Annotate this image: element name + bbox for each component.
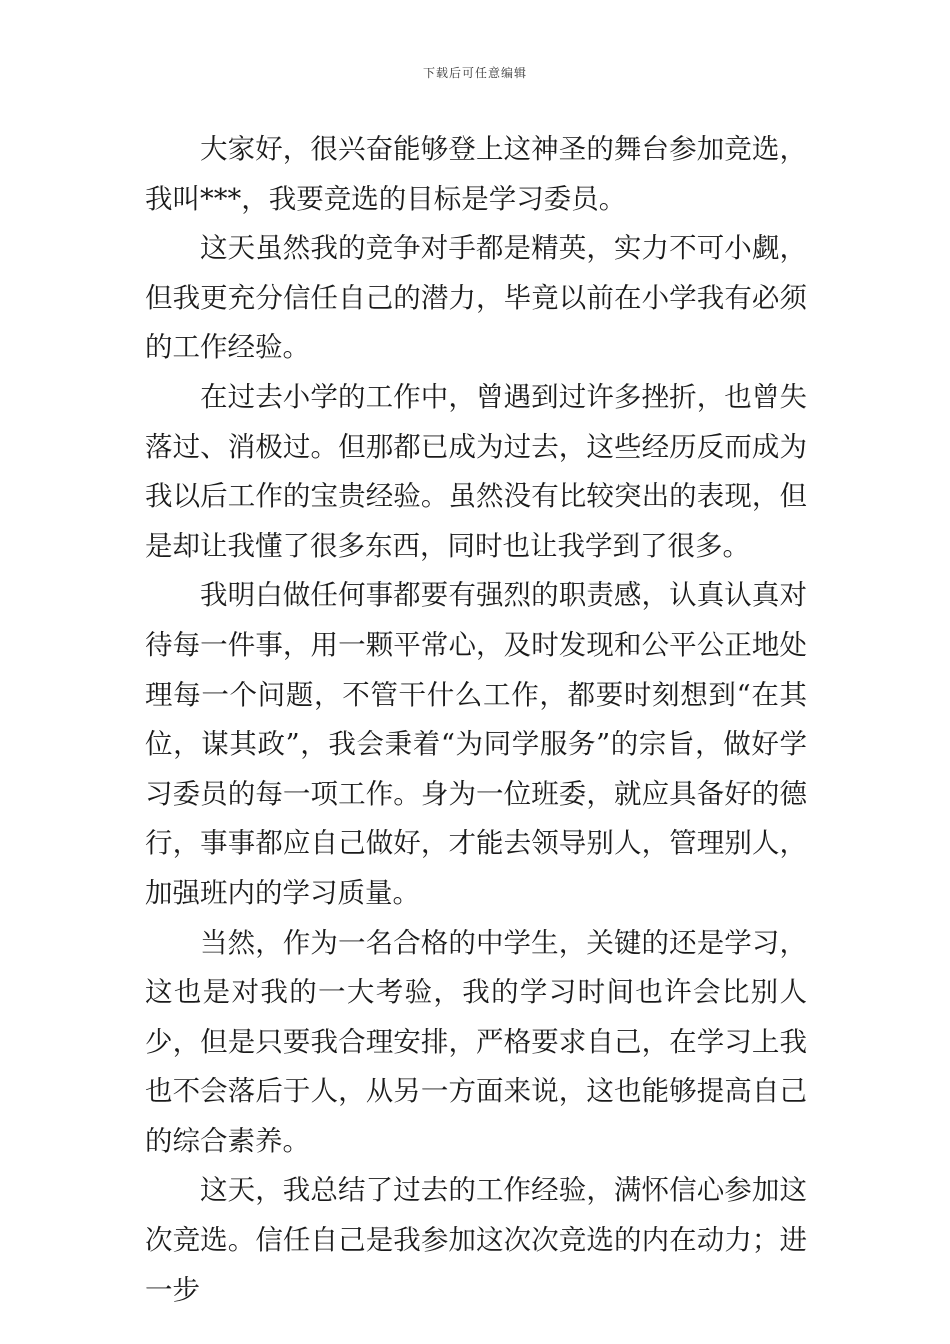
paragraph-greeting: 大家好，很兴奋能够登上这神圣的舞台参加竞选，我叫***，我要竞选的目标是学习委员。 (145, 133, 807, 215)
paragraph-competitors: 这天虽然我的竞争对手都是精英，实力不可小觑，但我更充分信任自己的潜力，毕竟以前在小学我有必须的工作经验。 (145, 232, 807, 364)
download-note: 下载后可任意编辑 (422, 66, 527, 80)
speech-body (145, 125, 807, 1315)
paragraph-past-experience: 在过去小学的工作中，曾遇到过许多挫折，也曾失落过、消极过。但那都已成为过去，这些经历反而成为我以后工作的宝贵经验。虽然没有比较突出的表现，但是却让我懂了很多东西，同时也让我学到了很多。 (145, 380, 807, 562)
paragraph-confidence: 这天，我总结了过去的工作经验，满怀信心参加这次竞选。信任自己是我参加这次次竞选的内在动力；进一步 (145, 1174, 807, 1306)
paragraph-responsibility: 我明白做任何事都要有强烈的职责感，认真认真对待每一件事，用一颗平常心，及时发现和公平公正地处理每一个问题，不管干什么工作，都要时刻想到“在其位，谋其政”，我会秉着“为同学服务”的宗旨，做好学习委员的每一项工作。身为一位班委，就应具备好的德行，事事都应自己做好，才能去领导别人，管理别人，加强班内的学习质量。 (145, 579, 807, 909)
paragraph-study: 当然，作为一名合格的中学生，关键的还是学习，这也是对我的一大考验，我的学习时间也许会比别人少，但是只要我合理安排，严格要求自己，在学习上我也不会落后于人，从另一方面来说，这也能够提高自己的综合素养。 (145, 926, 807, 1157)
